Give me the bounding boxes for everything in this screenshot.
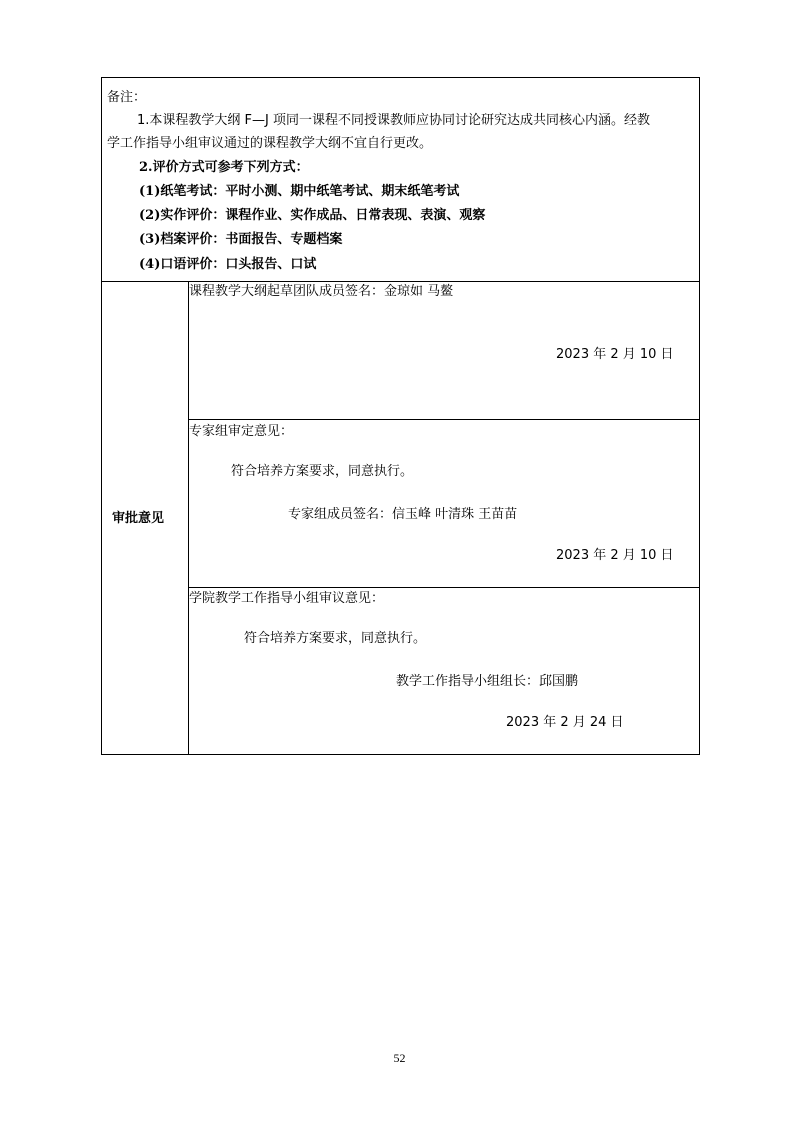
eval-item-4: (4)口语评价：口头报告、口试 [139, 257, 317, 272]
eval-title: 2.评价方式可参考下列方式： [139, 160, 309, 175]
eval-item-1: (1)纸笔考试：平时小测、期中纸笔考试、期末纸笔考试 [139, 184, 460, 199]
expert-opinion: 符合培养方案要求，同意执行。 [231, 464, 414, 479]
notes-line-1: 1.本课程教学大纲 F—J 项同一课程不同授课教师应协同讨论研究达成共同核心内涵。经教 [137, 113, 650, 128]
notes-heading: 备注： [107, 90, 147, 105]
college-opinion: 符合培养方案要求，同意执行。 [244, 631, 427, 646]
eval-item-2: (2)实作评价：课程作业、实作成品、日常表现、表演、观察 [139, 208, 486, 223]
divider-expert [188, 587, 700, 588]
approval-label: 审批意见 [112, 511, 165, 526]
college-heading: 学院教学工作指导小组审议意见： [189, 591, 385, 606]
eval-item-3: (3)档案评价：书面报告、专题档案 [139, 232, 343, 247]
divider-notes [101, 281, 700, 282]
divider-label-column [188, 281, 189, 755]
college-date: 2023 年 2 月 24 日 [506, 715, 624, 730]
expert-members: 专家组成员签名：信玉峰 叶清珠 王苗苗 [288, 507, 518, 522]
drafting-signature: 课程教学大纲起草团队成员签名：金琼如 马鳌 [189, 284, 454, 299]
expert-heading: 专家组审定意见： [189, 424, 294, 439]
approval-table [101, 77, 700, 755]
college-leader: 教学工作指导小组组长：邱国鹏 [396, 674, 579, 689]
expert-date: 2023 年 2 月 10 日 [556, 548, 674, 563]
divider-drafting [188, 419, 700, 420]
notes-line-2: 学工作指导小组审议通过的课程教学大纲不宜自行更改。 [107, 136, 433, 151]
drafting-date: 2023 年 2 月 10 日 [556, 347, 674, 362]
page-number: 52 [393, 1051, 406, 1065]
